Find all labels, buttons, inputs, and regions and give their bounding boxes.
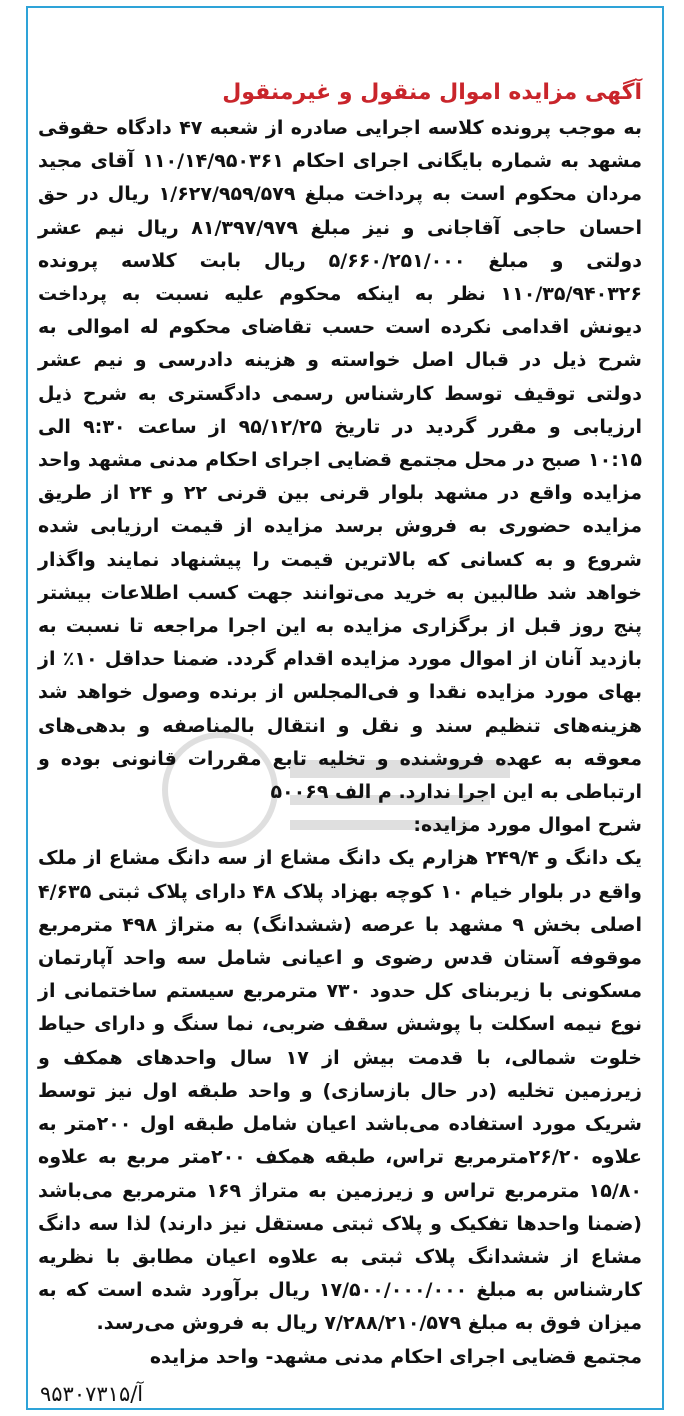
notice-body (38, 112, 642, 1374)
property-section-heading: شرح اموال مورد مزایده: (413, 814, 642, 837)
issuer-signature: مجتمع قضایی اجرای احکام مدنی مشهد- واحد مزایده (149, 1345, 642, 1368)
reference-number: آ/۹۵۳۰۷۳۱۵ (40, 1382, 144, 1406)
notice-paragraph-main: به موجب پرونده کلاسه اجرایی صادره از شعبه ۴۷ دادگاه حقوقی مشهد به شماره بایگانی اجرای احکام ۱۱۰/۱۴/۹۵۰۳۶۱ آقای مجید مردان محکوم است به پرداخت مبلغ ۱/۶۲۷/۹۵۹/۵۷۹ ریال در حق احسان حاجی آقاجانی و نیز مبلغ ۸۱/۳۹۷/۹۷۹ ریال نیم عشر دولتی و مبلغ ۵/۶۶۰/۲۵۱/۰۰۰ ریال بابت کلاسه پرونده ۱۱۰/۳۵/۹۴۰۳۲۶ نظر به اینکه محکوم علیه نسبت به پرداخت دیونش اقدامی نکرده است حسب تقاضای محکوم له اموالی به شرح ذیل در قبال اصل خواسته و هزینه دادرسی و نیم عشر دولتی توقیف توسط کارشناس رسمی دادگستری به شرح ذیل ارزیابی و مقرر گردید در تاریخ ۹۵/۱۲/۲۵ از ساعت ۹:۳۰ الی ۱۰:۱۵ صبح در محل مجتمع قضایی اجرای احکام مدنی مشهد واحد مزایده واقع در مشهد بلوار قرنی بین قرنی ۲۲ و ۲۴ از طریق مزایده حضوری به فروش برسد مزایده از قیمت ارزیابی شده شروع و به کسانی که بالاترین قیمت را پیشنهاد نمایند واگذار خواهد شد طالبین به خرید می‌توانند جهت کسب اطلاعات بیشتر پنج روز قبل از برگزاری مزایده به این اجرا مراجعه تا نسبت به بازدید آنان از اموال مورد مزایده اقدام گردد. ضمنا حداقل ۱۰٪ از بهای مورد مزایده نقدا و فی‌المجلس از برنده وصول خواهد شد هزینه‌های تنظیم سند و نقل و انتقال بالمناصفه و بدهی‌های معوقه به عهده فروشنده و تخلیه تابع مقررات قانونی بوده و ارتباطی به این اجرا ندارد. م الف ۵۰۰۶۹ (38, 117, 643, 804)
notice-title: آگهی مزایده اموال منقول و غیرمنقول (222, 80, 642, 105)
property-description: یک دانگ و ۲۴۹/۴ هزارم یک دانگ مشاع از سه دانگ مشاع از ملک واقع در بلوار خیام ۱۰ کوچه بهزاد پلاک ۴۸ دارای پلاک ثبتی ۴/۶۳۵ اصلی بخش ۹ مشهد با عرصه (ششدانگ) به متراژ ۴۹۸ مترمربع موقوفه آستان قدس رضوی و اعیانی شامل سه واحد آپارتمان مسکونی با زیربنای کل حدود ۷۳۰ مترمربع سیستم ساختمانی از نوع نیمه اسکلت با پوشش سقف ضربی، نما سنگ و دارای حیاط خلوت شمالی، با قدمت بیش از ۱۷ سال واحدهای همکف و زیرزمین تخلیه (در حال بازسازی) و واحد طبقه اول نیز توسط شریک مورد استفاده می‌باشد اعیان شامل طبقه اول ۲۰۰متر به علاوه ۲۶/۲۰مترمربع تراس، طبقه همکف ۲۰۰متر مربع به علاوه ۱۵/۸۰ مترمربع تراس و زیرزمین به متراژ ۱۶۹ مترمربع می‌باشد (ضمنا واحدها تفکیک و پلاک ثبتی مستقل نیز دارند) لذا سه دانگ مشاع از ششدانگ پلاک ثبتی به علاوه اعیان مطابق با نظریه کارشناس به مبلغ ۱۷/۵۰۰/۰۰۰/۰۰۰ ریال برآورد شده است که به میزان فوق به مبلغ ۷/۲۸۸/۲۱۰/۵۷۹ ریال به فروش می‌رسد. (38, 847, 643, 1335)
